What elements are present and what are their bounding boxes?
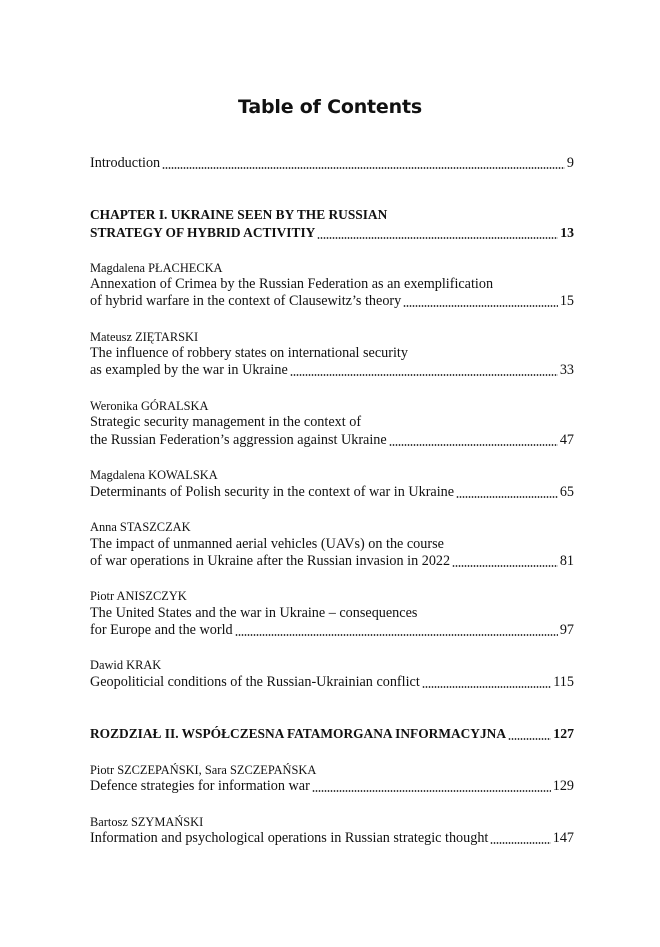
page-number: 15 <box>559 293 574 309</box>
dot-leader <box>312 780 551 792</box>
entry-title: for Europe and the world <box>90 622 233 638</box>
chapter-heading-line: CHAPTER I. UKRAINE SEEN BY THE RUSSIAN <box>90 207 388 222</box>
entry-author: Anna STASZCZAK <box>90 520 191 534</box>
dot-leader <box>490 832 550 844</box>
page-number: 47 <box>559 432 574 448</box>
page-number: 33 <box>559 362 574 378</box>
toc-entry-article[interactable] <box>90 830 574 847</box>
dot-leader <box>162 157 565 169</box>
toc-entry-article[interactable] <box>90 362 574 379</box>
dot-leader <box>317 227 558 239</box>
page-number: 129 <box>552 778 574 794</box>
entry-title-line: The United States and the war in Ukraine – consequences <box>90 605 418 621</box>
entry-title: the Russian Federation’s aggression against Ukraine <box>90 432 387 448</box>
dot-leader <box>235 624 558 636</box>
page-number: 147 <box>552 830 574 846</box>
page-number: 97 <box>559 622 574 638</box>
entry-title-line: The impact of unmanned aerial vehicles (UAVs) on the course <box>90 536 444 552</box>
dot-leader <box>422 676 551 688</box>
toc-entry-article[interactable] <box>90 293 574 310</box>
entry-title: ROZDZIAŁ II. WSPÓŁCZESNA FATAMORGANA INFORMACYJNA <box>90 726 507 741</box>
dot-leader <box>403 295 558 307</box>
toc-entry-article[interactable] <box>90 484 574 501</box>
toc-entry-chapter-2[interactable] <box>90 726 574 743</box>
entry-title: Geopoliticial conditions of the Russian-Ukrainian conflict <box>90 674 420 690</box>
entry-author: Magdalena PŁACHECKA <box>90 261 223 275</box>
page-number: 13 <box>560 225 574 240</box>
dot-leader <box>452 555 558 567</box>
toc-entry-chapter-1[interactable] <box>90 225 574 242</box>
dot-leader <box>290 364 558 376</box>
entry-title: Information and psychological operations in Russian strategic thought <box>90 830 489 846</box>
entry-author: Magdalena KOWALSKA <box>90 468 218 482</box>
page-number: 9 <box>566 155 574 171</box>
toc-entry-article[interactable] <box>90 553 574 570</box>
toc-entry-article[interactable] <box>90 778 574 795</box>
entry-title: as exampled by the war in Ukraine <box>90 362 288 378</box>
entry-author: Piotr ANISZCZYK <box>90 589 187 603</box>
dot-leader <box>389 434 558 446</box>
toc-entry-introduction[interactable] <box>90 155 574 172</box>
toc-entry-article[interactable] <box>90 432 574 449</box>
page-number: 115 <box>553 674 574 690</box>
entry-author: Dawid KRAK <box>90 658 162 672</box>
entry-title: of hybrid warfare in the context of Clausewitz’s theory <box>90 293 402 309</box>
toc-entry-article[interactable] <box>90 674 574 691</box>
entry-title-line: Strategic security management in the context of <box>90 414 362 430</box>
page-number: 127 <box>553 726 574 741</box>
dot-leader <box>508 728 551 740</box>
dot-leader <box>456 486 558 498</box>
entry-author: Piotr SZCZEPAŃSKI, Sara SZCZEPAŃSKA <box>90 763 317 777</box>
page-number: 81 <box>559 553 574 569</box>
entry-title-line: Annexation of Crimea by the Russian Federation as an exemplification <box>90 276 494 292</box>
entry-title: Introduction <box>90 155 161 171</box>
entry-author: Bartosz SZYMAŃSKI <box>90 815 204 829</box>
toc-entry-article[interactable] <box>90 622 574 639</box>
page-number: 65 <box>559 484 574 500</box>
entry-title: STRATEGY OF HYBRID ACTIVITIY <box>90 225 316 240</box>
entry-title-line: The influence of robbery states on international security <box>90 345 408 361</box>
entry-title: of war operations in Ukraine after the Russian invasion in 2022 <box>90 553 451 569</box>
entry-author: Weronika GÓRALSKA <box>90 399 209 413</box>
page-title: Table of Contents <box>238 96 422 118</box>
entry-title: Defence strategies for information war <box>90 778 310 794</box>
entry-author: Mateusz ZIĘTARSKI <box>90 330 199 344</box>
entry-title: Determinants of Polish security in the context of war in Ukraine <box>90 484 455 500</box>
